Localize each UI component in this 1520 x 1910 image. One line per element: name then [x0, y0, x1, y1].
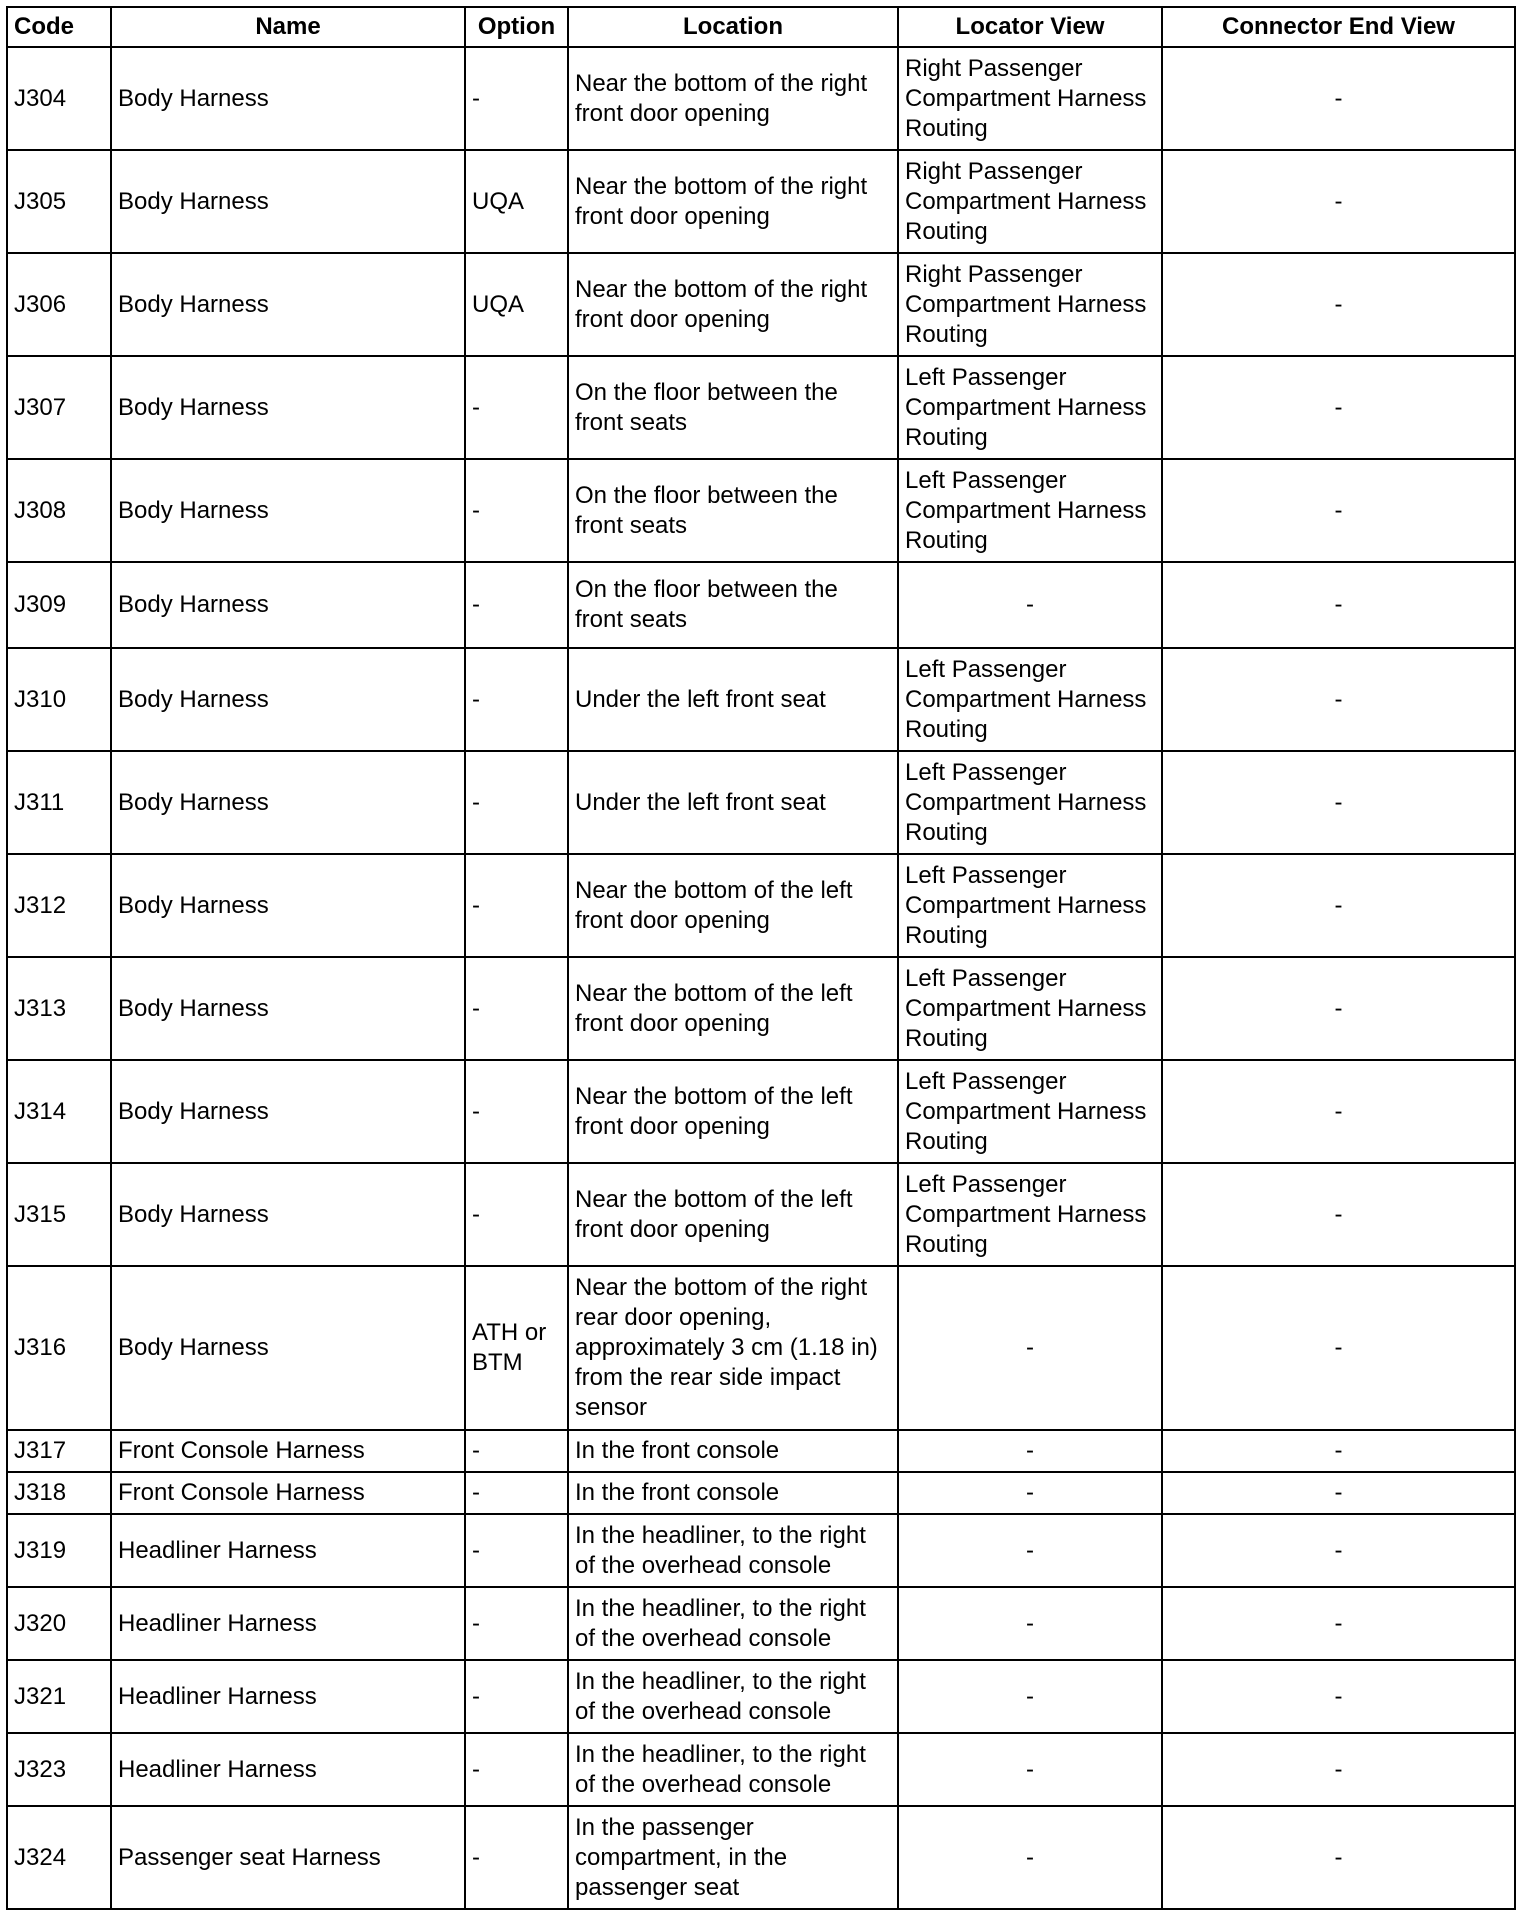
- cell-option: -: [465, 1163, 568, 1266]
- cell-locator-view: Right Passenger Compartment Harness Routing: [898, 47, 1162, 150]
- table-row: [7, 1514, 1515, 1587]
- cell-location: Under the left front seat: [568, 648, 898, 751]
- cell-location: Near the bottom of the right front door opening: [568, 253, 898, 356]
- cell-code: J320: [7, 1587, 111, 1660]
- table-row: [7, 459, 1515, 562]
- cell-locator-view: Left Passenger Compartment Harness Routing: [898, 957, 1162, 1060]
- cell-code: J314: [7, 1060, 111, 1163]
- cell-code: J306: [7, 253, 111, 356]
- cell-option: -: [465, 1430, 568, 1472]
- cell-code: J323: [7, 1733, 111, 1806]
- cell-locator-view: -: [898, 1806, 1162, 1909]
- cell-connector-end-view: -: [1162, 150, 1515, 253]
- cell-option: -: [465, 1514, 568, 1587]
- cell-location: On the floor between the front seats: [568, 459, 898, 562]
- cell-location: On the floor between the front seats: [568, 356, 898, 459]
- cell-connector-end-view: -: [1162, 1163, 1515, 1266]
- cell-connector-end-view: -: [1162, 648, 1515, 751]
- cell-connector-end-view: -: [1162, 1472, 1515, 1514]
- connector-table-wrapper: [6, 6, 1516, 1910]
- header-name: Name: [111, 7, 465, 47]
- cell-option: ATH or BTM: [465, 1266, 568, 1430]
- cell-location: Near the bottom of the right front door opening: [568, 150, 898, 253]
- cell-code: J305: [7, 150, 111, 253]
- cell-name: Body Harness: [111, 356, 465, 459]
- cell-name: Body Harness: [111, 854, 465, 957]
- table-row: [7, 1587, 1515, 1660]
- table-row: [7, 1060, 1515, 1163]
- cell-location: In the front console: [568, 1430, 898, 1472]
- cell-code: J307: [7, 356, 111, 459]
- cell-code: J311: [7, 751, 111, 854]
- cell-location: In the headliner, to the right of the overhead console: [568, 1587, 898, 1660]
- table-row: [7, 957, 1515, 1060]
- header-option: Option: [465, 7, 568, 47]
- cell-location: In the passenger compartment, in the passenger seat: [568, 1806, 898, 1909]
- table-row: [7, 47, 1515, 150]
- cell-connector-end-view: -: [1162, 1266, 1515, 1430]
- cell-locator-view: Left Passenger Compartment Harness Routing: [898, 459, 1162, 562]
- cell-option: -: [465, 1660, 568, 1733]
- cell-locator-view: -: [898, 1660, 1162, 1733]
- cell-code: J310: [7, 648, 111, 751]
- cell-name: Body Harness: [111, 459, 465, 562]
- cell-location: In the headliner, to the right of the overhead console: [568, 1660, 898, 1733]
- cell-name: Body Harness: [111, 751, 465, 854]
- cell-connector-end-view: -: [1162, 854, 1515, 957]
- cell-connector-end-view: -: [1162, 1660, 1515, 1733]
- cell-option: -: [465, 1587, 568, 1660]
- cell-name: Body Harness: [111, 648, 465, 751]
- table-row: [7, 562, 1515, 648]
- cell-location: Near the bottom of the right front door opening: [568, 47, 898, 150]
- cell-locator-view: -: [898, 1514, 1162, 1587]
- table-row: [7, 648, 1515, 751]
- cell-locator-view: Left Passenger Compartment Harness Routing: [898, 1060, 1162, 1163]
- table-row: [7, 1806, 1515, 1909]
- cell-name: Body Harness: [111, 253, 465, 356]
- cell-connector-end-view: -: [1162, 1060, 1515, 1163]
- cell-locator-view: -: [898, 1472, 1162, 1514]
- cell-locator-view: -: [898, 1733, 1162, 1806]
- cell-code: J315: [7, 1163, 111, 1266]
- cell-locator-view: Left Passenger Compartment Harness Routing: [898, 751, 1162, 854]
- cell-option: -: [465, 459, 568, 562]
- cell-option: -: [465, 1060, 568, 1163]
- cell-location: In the headliner, to the right of the overhead console: [568, 1514, 898, 1587]
- header-location: Location: [568, 7, 898, 47]
- table-header-row: [7, 7, 1515, 47]
- cell-code: J313: [7, 957, 111, 1060]
- cell-code: J317: [7, 1430, 111, 1472]
- cell-name: Body Harness: [111, 47, 465, 150]
- table-row: [7, 150, 1515, 253]
- cell-option: -: [465, 1472, 568, 1514]
- cell-connector-end-view: -: [1162, 356, 1515, 459]
- table-row: [7, 1660, 1515, 1733]
- cell-locator-view: Right Passenger Compartment Harness Routing: [898, 253, 1162, 356]
- cell-connector-end-view: -: [1162, 1430, 1515, 1472]
- cell-connector-end-view: -: [1162, 47, 1515, 150]
- cell-name: Headliner Harness: [111, 1660, 465, 1733]
- cell-location: On the floor between the front seats: [568, 562, 898, 648]
- cell-location: Near the bottom of the left front door opening: [568, 1163, 898, 1266]
- table-row: [7, 751, 1515, 854]
- cell-name: Headliner Harness: [111, 1514, 465, 1587]
- cell-option: -: [465, 957, 568, 1060]
- cell-locator-view: -: [898, 1430, 1162, 1472]
- cell-locator-view: -: [898, 562, 1162, 648]
- table-row: [7, 1163, 1515, 1266]
- cell-code: J324: [7, 1806, 111, 1909]
- cell-connector-end-view: -: [1162, 751, 1515, 854]
- cell-connector-end-view: -: [1162, 253, 1515, 356]
- cell-option: -: [465, 751, 568, 854]
- connector-table: [6, 6, 1516, 1910]
- cell-code: J316: [7, 1266, 111, 1430]
- table-row: [7, 854, 1515, 957]
- cell-code: J319: [7, 1514, 111, 1587]
- cell-name: Front Console Harness: [111, 1430, 465, 1472]
- cell-locator-view: Left Passenger Compartment Harness Routing: [898, 854, 1162, 957]
- cell-name: Body Harness: [111, 562, 465, 648]
- cell-code: J318: [7, 1472, 111, 1514]
- header-connector-end-view: Connector End View: [1162, 7, 1515, 47]
- cell-option: -: [465, 562, 568, 648]
- cell-locator-view: Left Passenger Compartment Harness Routing: [898, 1163, 1162, 1266]
- cell-name: Passenger seat Harness: [111, 1806, 465, 1909]
- cell-code: J309: [7, 562, 111, 648]
- cell-name: Body Harness: [111, 957, 465, 1060]
- cell-option: -: [465, 648, 568, 751]
- cell-location: Near the bottom of the left front door opening: [568, 854, 898, 957]
- table-row: [7, 1472, 1515, 1514]
- table-row: [7, 1266, 1515, 1430]
- table-row: [7, 356, 1515, 459]
- cell-name: Body Harness: [111, 1060, 465, 1163]
- cell-connector-end-view: -: [1162, 1514, 1515, 1587]
- cell-code: J321: [7, 1660, 111, 1733]
- cell-option: UQA: [465, 150, 568, 253]
- cell-option: UQA: [465, 253, 568, 356]
- table-row: [7, 253, 1515, 356]
- cell-location: Near the bottom of the left front door opening: [568, 957, 898, 1060]
- cell-option: -: [465, 356, 568, 459]
- cell-option: -: [465, 1806, 568, 1909]
- cell-location: Near the bottom of the left front door opening: [568, 1060, 898, 1163]
- cell-name: Body Harness: [111, 1163, 465, 1266]
- cell-locator-view: Right Passenger Compartment Harness Routing: [898, 150, 1162, 253]
- cell-location: In the front console: [568, 1472, 898, 1514]
- cell-code: J304: [7, 47, 111, 150]
- header-code: Code: [7, 7, 111, 47]
- cell-connector-end-view: -: [1162, 1733, 1515, 1806]
- cell-locator-view: -: [898, 1587, 1162, 1660]
- cell-connector-end-view: -: [1162, 459, 1515, 562]
- cell-option: -: [465, 47, 568, 150]
- cell-option: -: [465, 1733, 568, 1806]
- cell-location: Under the left front seat: [568, 751, 898, 854]
- table-row: [7, 1733, 1515, 1806]
- cell-connector-end-view: -: [1162, 562, 1515, 648]
- cell-name: Body Harness: [111, 1266, 465, 1430]
- cell-option: -: [465, 854, 568, 957]
- cell-name: Body Harness: [111, 150, 465, 253]
- cell-locator-view: Left Passenger Compartment Harness Routing: [898, 356, 1162, 459]
- cell-locator-view: -: [898, 1266, 1162, 1430]
- cell-name: Headliner Harness: [111, 1587, 465, 1660]
- header-locator-view: Locator View: [898, 7, 1162, 47]
- cell-connector-end-view: -: [1162, 957, 1515, 1060]
- cell-location: In the headliner, to the right of the overhead console: [568, 1733, 898, 1806]
- cell-name: Headliner Harness: [111, 1733, 465, 1806]
- cell-code: J312: [7, 854, 111, 957]
- cell-name: Front Console Harness: [111, 1472, 465, 1514]
- cell-location: Near the bottom of the right rear door opening, approximately 3 cm (1.18 in) from the rear side impact sensor: [568, 1266, 898, 1430]
- cell-connector-end-view: -: [1162, 1587, 1515, 1660]
- cell-connector-end-view: -: [1162, 1806, 1515, 1909]
- cell-code: J308: [7, 459, 111, 562]
- cell-locator-view: Left Passenger Compartment Harness Routing: [898, 648, 1162, 751]
- table-row: [7, 1430, 1515, 1472]
